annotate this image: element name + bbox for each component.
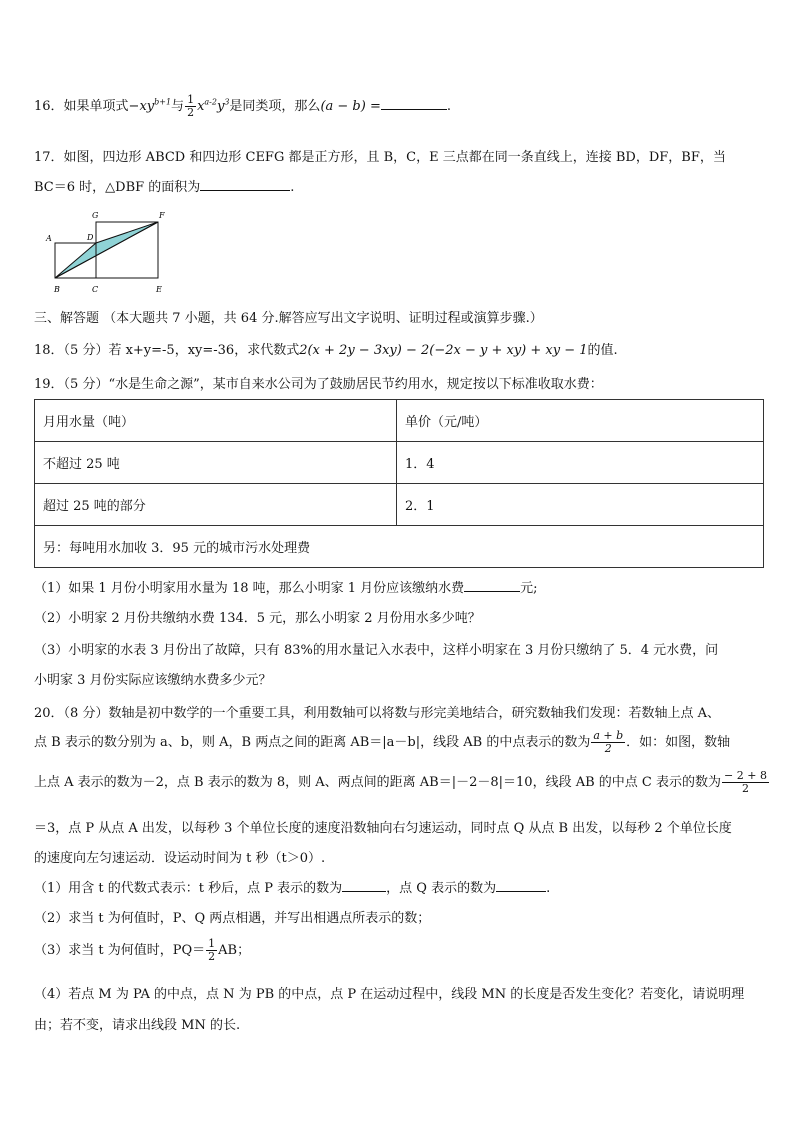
label-d: D xyxy=(87,233,94,242)
table-header-row xyxy=(35,400,764,442)
water-fee-table xyxy=(34,399,764,568)
q17-answer-blank[interactable] xyxy=(200,176,290,191)
q16-fraction: $\frac{1}{2}$ xyxy=(187,93,195,119)
table-note-row xyxy=(35,526,764,568)
q19-part2: （2）小明家 2 月份共缴纳水费 134．5 元，那么小明家 2 月份用水多少吨？ xyxy=(34,611,481,626)
q18-line: 18．（5 分）若 x+y=-5，xy=-36，求代数式2(x + 2y − 3xy) − 2(−2x − y + xy) + xy − 1的值. xyxy=(34,343,618,358)
q19-answer-blank[interactable] xyxy=(464,577,520,592)
q17-line1: 17．如图，四边形 ABCD 和四边形 CEFG 都是正方形，且 B，C，E 三点都在同一条直线上，连接 BD，DF，BF，当 xyxy=(34,150,726,165)
q20-part4-line2: 由；若不变，请求出线段 MN 的长. xyxy=(34,1018,241,1033)
q16-suffix: 是同类项，那么 xyxy=(229,99,321,114)
label-a: A xyxy=(46,234,52,243)
label-f: F xyxy=(159,211,165,220)
row2-price: 2．1 xyxy=(397,484,764,526)
label-g: G xyxy=(92,211,99,220)
label-b: B xyxy=(54,285,60,294)
q16-line: 16．如果单项式$-xy^{b+1}$与 $\frac{1}{2}$ $x^{a-2}y^3$是同类项，那么(a − b) = . xyxy=(34,93,451,119)
q20-part4-line1: （4）若点 M 为 PA 的中点，点 N 为 PB 的中点，点 P 在运动过程中，线段 MN 的长度是否发生变化？若变化，请说明理 xyxy=(34,987,745,1002)
q19-intro: 19．（5 分）“水是生命之源”，某市自来水公司为了鼓励居民节约用水，规定按以下标准收取水费： xyxy=(34,377,603,392)
header-usage: 月用水量（吨） xyxy=(35,400,397,442)
row2-usage: 超过 25 吨的部分 xyxy=(35,484,397,526)
q17-figure xyxy=(40,208,172,300)
q16-expr: (a − b) = xyxy=(320,99,381,114)
label-e: E xyxy=(156,285,162,294)
q18-expression: 2(x + 2y − 3xy) − 2(−2x − y + xy) + xy − 1 xyxy=(299,343,588,358)
header-price: 单价（元/吨） xyxy=(397,400,764,442)
q20-half-fraction: $\frac{1}{2}$ xyxy=(208,937,216,963)
q19-part3-line2: 小明家 3 月份实际应该缴纳水费多少元？ xyxy=(34,673,272,688)
table-row xyxy=(35,484,764,526)
table-note: 另：每吨用水加收 3．95 元的城市污水处理费 xyxy=(35,526,764,568)
label-c: C xyxy=(92,285,99,294)
q16-mid: 与 xyxy=(171,99,185,114)
q17-line2: BC＝6 时，△DBF 的面积为 . xyxy=(34,176,294,195)
q20-example-fraction: $\frac{- 2 + 8}{2}$ xyxy=(724,769,767,795)
q20-line3: 上点 A 表示的数为－2，点 B 表示的数为 8，则 A、两点间的距离 AB＝|－2－8|＝10，线段 AB 的中点 C 表示的数为 $\frac{- 2 + 8}{2}$ xyxy=(34,769,767,795)
q20-midpoint-fraction: $\frac{a + b}{2}$ xyxy=(593,729,624,755)
q19-part1: （1）如果 1 月份小明家用水量为 18 吨，那么小明家 1 月份应该缴纳水费 元; xyxy=(34,577,538,596)
q20-line1: 20．（8 分）数轴是初中数学的一个重要工具，利用数轴可以将数与形完美地结合，研究数轴我们发现：若数轴上点 A、 xyxy=(34,706,720,721)
q16-monomial1: $xy^{b+1}$ xyxy=(139,97,172,114)
q16-monomial2: $x^{a-2}y^3$ xyxy=(197,97,230,114)
row1-usage: 不超过 25 吨 xyxy=(35,442,397,484)
q20-part3: （3）求当 t 为何值时，PQ＝ $\frac{1}{2}$ AB； xyxy=(34,937,251,963)
q20-part1: （1）用含 t 的代数式表示：t 秒后，点 P 表示的数为 ，点 Q 表示的数为 . xyxy=(34,877,550,896)
table-row xyxy=(35,442,764,484)
section3-heading: 三、解答题 （本大题共 7 小题，共 64 分.解答应写出文字说明、证明过程或演算步骤.） xyxy=(34,311,543,326)
q20-line2: 点 B 表示的数分别为 a、b，则 A，B 两点之间的距离 AB＝|a－b|，线段 AB 的中点表示的数为 $\frac{a + b}{2}$ ．如：如图，数轴 xyxy=(34,729,731,755)
row1-price: 1．4 xyxy=(397,442,764,484)
q20-q-blank[interactable] xyxy=(496,877,546,892)
q20-p-blank[interactable] xyxy=(342,877,386,892)
q20-line4: ＝3，点 P 从点 A 出发，以每秒 3 个单位长度的速度沿数轴向右匀速运动，同时点 Q 从点 B 出发，以每秒 2 个单位长度 xyxy=(34,821,732,836)
q20-part2: （2）求当 t 为何值时，P、Q 两点相遇，并写出相遇点所表示的数； xyxy=(34,911,431,926)
q19-part3-line1: （3）小明家的水表 3 月份出了故障，只有 83%的用水量记入水表中，这样小明家在 3 月份只缴纳了 5．4 元水费，问 xyxy=(34,643,719,658)
q16-answer-blank[interactable] xyxy=(381,95,447,110)
q20-line5: 的速度向左匀速运动．设运动时间为 t 秒（t＞0）. xyxy=(34,851,326,866)
q16-prefix: 16．如果单项式− xyxy=(34,99,140,114)
